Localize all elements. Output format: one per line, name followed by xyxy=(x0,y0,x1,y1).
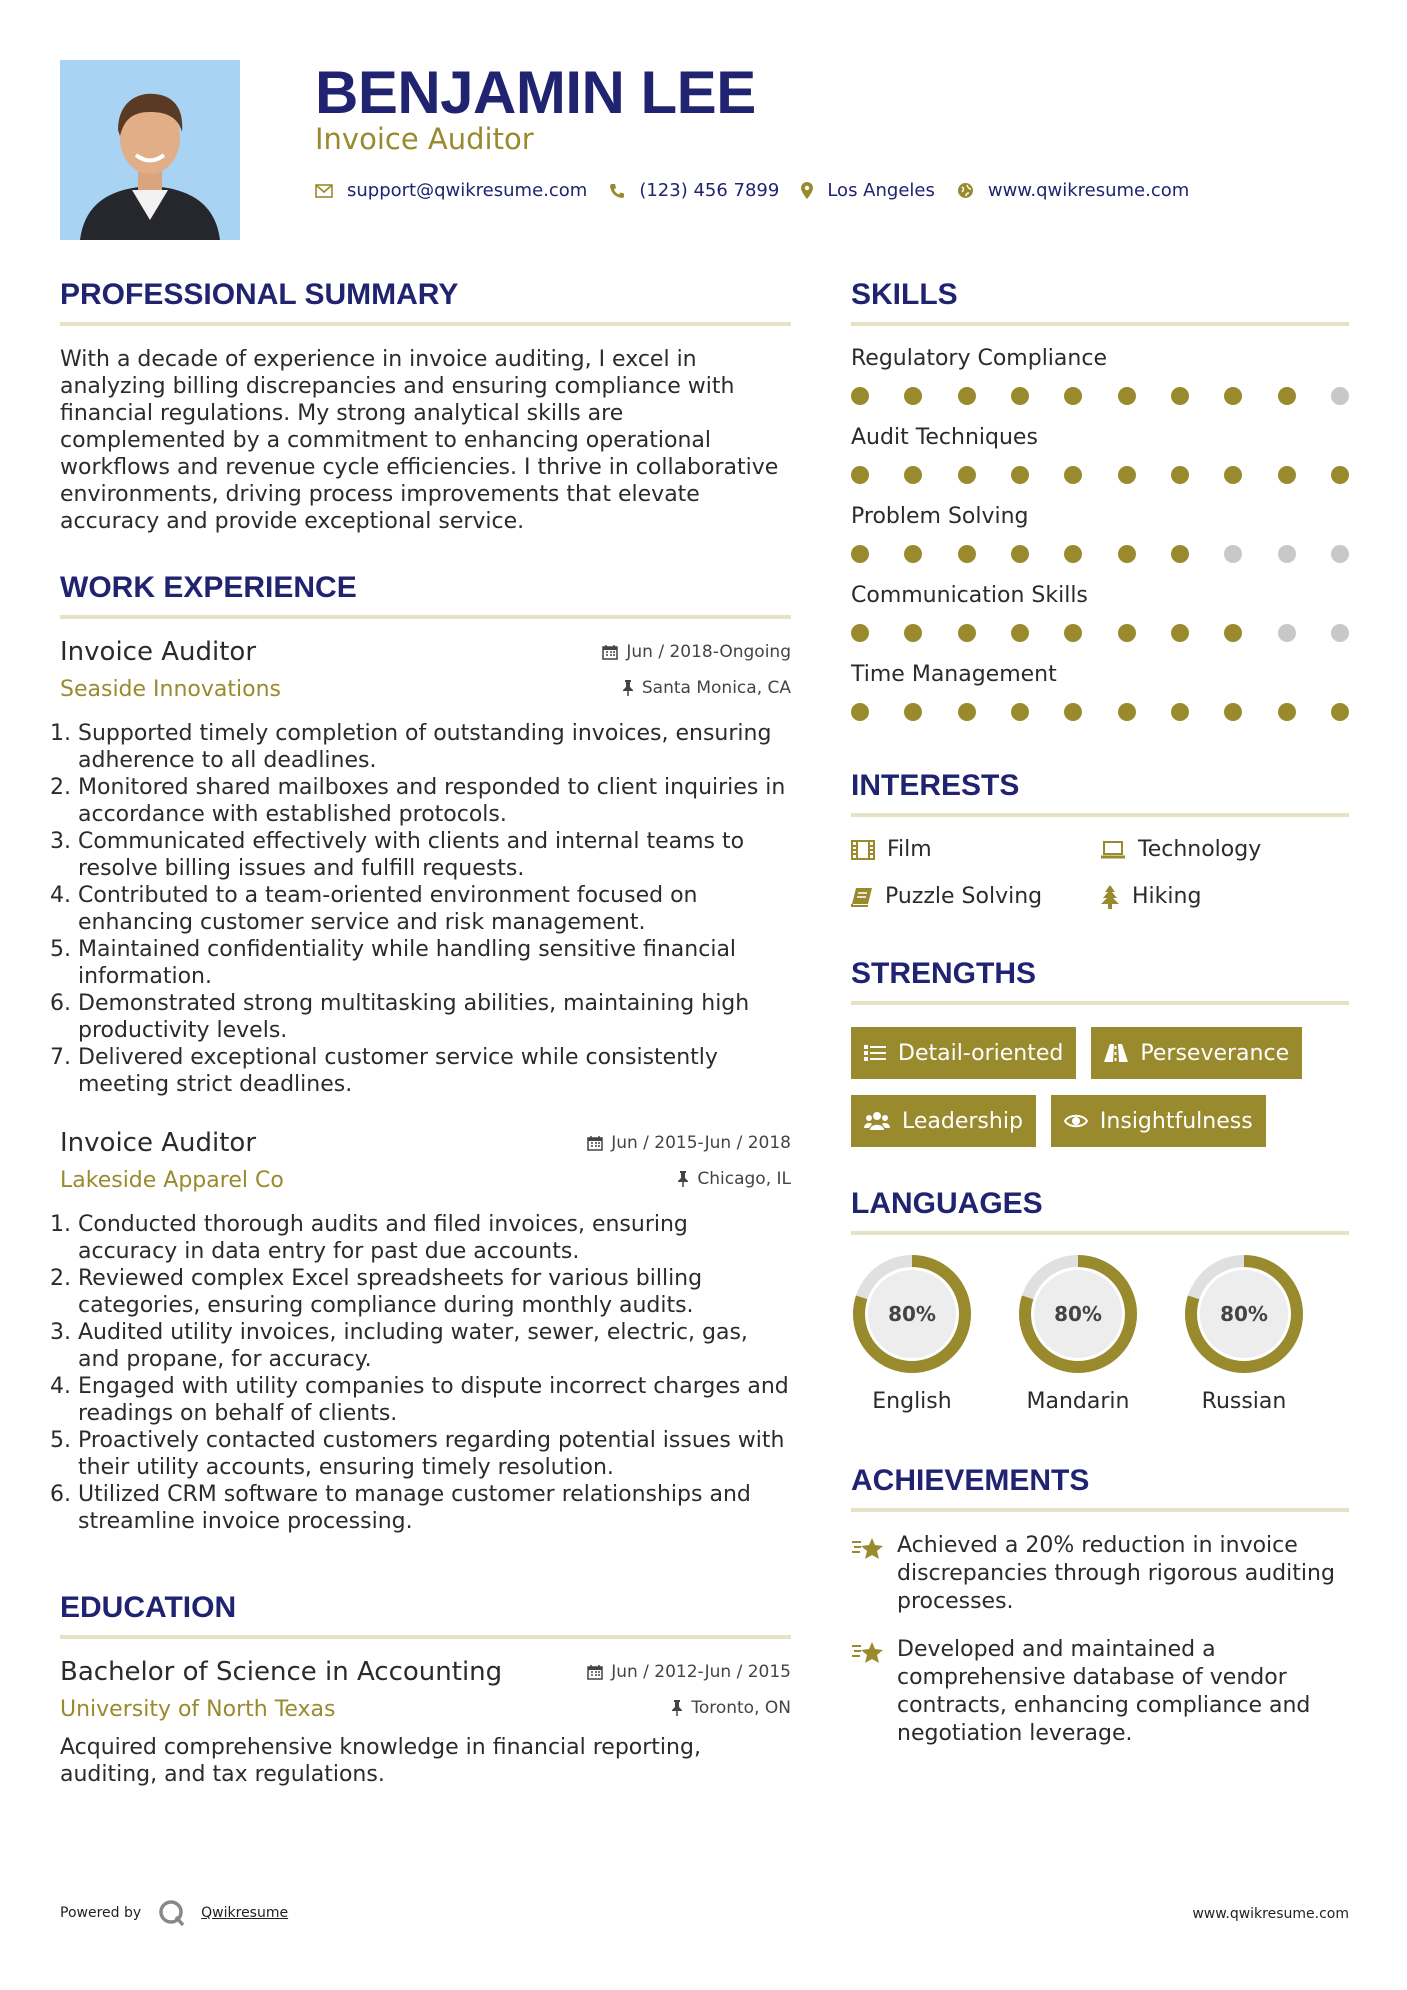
language-name: English xyxy=(872,1389,952,1414)
rating-dot-filled xyxy=(1011,703,1029,721)
list-item: 4. Contributed to a team-oriented environment focused on enhancing customer service and risk management. xyxy=(78,882,791,936)
brand-link[interactable]: Qwikresume xyxy=(201,1905,289,1921)
skill-rating xyxy=(851,466,1349,484)
contact-email[interactable] xyxy=(315,180,587,201)
rating-dot-filled xyxy=(851,545,869,563)
rating-dot-filled xyxy=(1064,703,1082,721)
rating-dot-filled xyxy=(904,387,922,405)
list-item: 2. Reviewed complex Excel spreadsheets for various billing categories, ensuring compliance during monthly audits. xyxy=(78,1265,791,1319)
rating-dot-filled xyxy=(1011,387,1029,405)
road-icon xyxy=(1104,1044,1128,1062)
candidate-role: Invoice Auditor xyxy=(315,122,534,156)
contact-location-text: Los Angeles xyxy=(827,180,935,201)
language-percent: 80% xyxy=(888,1302,936,1326)
rating-dot-filled xyxy=(958,545,976,563)
skill-item xyxy=(851,504,1349,563)
rating-dot-filled xyxy=(1118,624,1136,642)
job-location-text: Santa Monica, CA xyxy=(641,678,791,698)
calendar-icon xyxy=(587,1135,603,1151)
rating-dot-filled xyxy=(1224,466,1242,484)
rating-dot-filled xyxy=(1064,545,1082,563)
degree-title: Bachelor of Science in Accounting xyxy=(60,1657,503,1687)
interest-label: Hiking xyxy=(1132,884,1202,909)
achievement-item xyxy=(851,1532,1349,1616)
rating-dot-filled xyxy=(904,545,922,563)
rating-dot-filled xyxy=(1064,466,1082,484)
summary-heading: PROFESSIONAL SUMMARY xyxy=(60,278,791,326)
qwikresume-logo-icon xyxy=(157,1898,187,1928)
rating-dot-filled xyxy=(958,387,976,405)
rating-dot-filled xyxy=(1118,703,1136,721)
pushpin-icon xyxy=(671,1700,683,1716)
tree-icon xyxy=(1100,885,1120,909)
rating-dot-filled xyxy=(1224,703,1242,721)
rating-dot-empty xyxy=(1331,387,1349,405)
rating-dot-filled xyxy=(851,466,869,484)
left-column xyxy=(60,278,791,1788)
skill-rating xyxy=(851,387,1349,405)
job-date xyxy=(602,642,791,662)
skill-name: Communication Skills xyxy=(851,583,1088,608)
candidate-name: BENJAMIN LEE xyxy=(315,59,756,126)
job-location xyxy=(622,678,791,698)
job-date xyxy=(587,1133,791,1153)
rating-dot-filled xyxy=(1331,703,1349,721)
job-entry xyxy=(60,637,791,1098)
rating-dot-filled xyxy=(1011,624,1029,642)
duties-list xyxy=(60,720,791,1098)
eye-icon xyxy=(1064,1113,1088,1129)
skill-item xyxy=(851,425,1349,484)
contact-location xyxy=(801,180,935,201)
job-date-text: Jun / 2018-Ongoing xyxy=(626,642,791,662)
languages-list xyxy=(851,1253,1349,1414)
strength-label: Leadership xyxy=(902,1108,1023,1134)
shooting-star-icon xyxy=(851,1532,897,1616)
rating-dot-filled xyxy=(1011,545,1029,563)
skills-heading: SKILLS xyxy=(851,278,1349,326)
list-item: 1. Conducted thorough audits and filed invoices, ensuring accuracy in data entry for past due accounts. xyxy=(78,1211,791,1265)
rating-dot-filled xyxy=(1118,466,1136,484)
rating-dot-filled xyxy=(851,387,869,405)
achievement-text: Developed and maintained a comprehensive database of vendor contracts, enhancing compliance and negotiation leverage. xyxy=(897,1637,1311,1746)
right-column xyxy=(851,278,1349,1748)
footer-branding xyxy=(60,1898,288,1928)
job-location-text: Chicago, IL xyxy=(697,1169,791,1189)
interests-list xyxy=(851,837,1349,909)
language-name: Mandarin xyxy=(1026,1389,1130,1414)
skill-name: Audit Techniques xyxy=(851,425,1038,450)
language-item xyxy=(1017,1253,1183,1414)
education-heading: EDUCATION xyxy=(60,1591,791,1639)
calendar-icon xyxy=(587,1664,603,1680)
rating-dot-filled xyxy=(1278,466,1296,484)
list-icon xyxy=(864,1044,886,1062)
rating-dot-filled xyxy=(1118,387,1136,405)
language-ring xyxy=(1183,1253,1305,1375)
company-name: Lakeside Apparel Co xyxy=(60,1168,284,1193)
list-item: 5. Proactively contacted customers regarding potential issues with their utility accounts, ensuring timely resolution. xyxy=(78,1427,791,1481)
school-name: University of North Texas xyxy=(60,1697,336,1722)
phone-icon xyxy=(609,183,625,199)
education-location-text: Toronto, ON xyxy=(691,1698,791,1718)
shooting-star-icon xyxy=(851,1636,897,1748)
interests-heading: INTERESTS xyxy=(851,769,1349,817)
job-title: Invoice Auditor xyxy=(60,637,257,667)
interest-item xyxy=(1100,837,1349,862)
language-ring xyxy=(851,1253,973,1375)
rating-dot-filled xyxy=(958,466,976,484)
rating-dot-filled xyxy=(1171,703,1189,721)
interest-item xyxy=(851,837,1100,862)
rating-dot-filled xyxy=(1278,703,1296,721)
education-entry xyxy=(60,1657,791,1788)
interest-label: Puzzle Solving xyxy=(885,884,1043,909)
strength-tag xyxy=(1051,1095,1266,1147)
job-location xyxy=(677,1169,791,1189)
skill-item xyxy=(851,662,1349,721)
rating-dot-filled xyxy=(904,703,922,721)
rating-dot-filled xyxy=(1171,387,1189,405)
film-icon xyxy=(851,840,875,860)
list-item: 7. Delivered exceptional customer service while consistently meeting strict deadlines. xyxy=(78,1044,791,1098)
contact-bar xyxy=(315,180,1211,201)
achievements-heading: ACHIEVEMENTS xyxy=(851,1464,1349,1512)
rating-dot-filled xyxy=(851,703,869,721)
rating-dot-filled xyxy=(1118,545,1136,563)
rating-dot-empty xyxy=(1278,545,1296,563)
contact-phone[interactable] xyxy=(609,180,779,201)
list-item: 6. Utilized CRM software to manage customer relationships and streamline invoice processing. xyxy=(78,1481,791,1535)
skill-name: Problem Solving xyxy=(851,504,1029,529)
skill-rating xyxy=(851,545,1349,563)
interest-label: Technology xyxy=(1138,837,1262,862)
language-ring xyxy=(1017,1253,1139,1375)
skill-name: Time Management xyxy=(851,662,1057,687)
rating-dot-filled xyxy=(1224,387,1242,405)
footer-website[interactable]: www.qwikresume.com xyxy=(1192,1906,1349,1922)
strength-tag xyxy=(1091,1027,1302,1079)
interest-item xyxy=(851,884,1100,909)
pushpin-icon xyxy=(677,1171,689,1187)
users-icon xyxy=(864,1111,890,1131)
rating-dot-filled xyxy=(1331,466,1349,484)
rating-dot-empty xyxy=(1224,545,1242,563)
rating-dot-empty xyxy=(1331,545,1349,563)
contact-email-text: support@qwikresume.com xyxy=(347,180,588,201)
rating-dot-filled xyxy=(1171,624,1189,642)
rating-dot-filled xyxy=(1224,624,1242,642)
list-item: 3. Communicated effectively with clients and internal teams to resolve billing issues and fulfill requests. xyxy=(78,828,791,882)
profile-photo xyxy=(60,60,240,240)
interest-label: Film xyxy=(887,837,932,862)
education-location xyxy=(671,1698,791,1718)
strengths-list xyxy=(851,1027,1349,1147)
education-description: Acquired comprehensive knowledge in financial reporting, auditing, and tax regulations. xyxy=(60,1735,701,1787)
rating-dot-filled xyxy=(1278,387,1296,405)
skills-list xyxy=(851,346,1349,721)
achievement-text: Achieved a 20% reduction in invoice discrepancies through rigorous auditing processes. xyxy=(897,1533,1335,1614)
list-item: 6. Demonstrated strong multitasking abilities, maintaining high productivity levels. xyxy=(78,990,791,1044)
laptop-icon xyxy=(1100,841,1126,859)
map-pin-icon xyxy=(801,182,813,199)
rating-dot-filled xyxy=(851,624,869,642)
language-name: Russian xyxy=(1201,1389,1287,1414)
contact-website[interactable] xyxy=(957,180,1189,201)
rating-dot-empty xyxy=(1278,624,1296,642)
strengths-heading: STRENGTHS xyxy=(851,957,1349,1005)
contact-phone-text: (123) 456 7899 xyxy=(639,180,780,201)
skill-item xyxy=(851,583,1349,642)
rating-dot-filled xyxy=(904,466,922,484)
experience-heading: WORK EXPERIENCE xyxy=(60,571,791,619)
rating-dot-filled xyxy=(958,624,976,642)
pushpin-icon xyxy=(622,680,634,696)
envelope-icon xyxy=(315,184,333,198)
rating-dot-filled xyxy=(1064,624,1082,642)
job-date-text: Jun / 2015-Jun / 2018 xyxy=(611,1133,791,1153)
duties-list xyxy=(60,1211,791,1535)
rating-dot-filled xyxy=(1171,545,1189,563)
contact-website-text: www.qwikresume.com xyxy=(987,180,1190,201)
strength-tag xyxy=(851,1027,1076,1079)
strength-label: Perseverance xyxy=(1140,1040,1290,1066)
education-date-text: Jun / 2012-Jun / 2015 xyxy=(611,1662,791,1682)
skill-rating xyxy=(851,624,1349,642)
job-entry xyxy=(60,1128,791,1535)
skill-item xyxy=(851,346,1349,405)
rating-dot-filled xyxy=(958,703,976,721)
list-item: 2. Monitored shared mailboxes and responded to client inquiries in accordance with established protocols. xyxy=(78,774,791,828)
rating-dot-filled xyxy=(904,624,922,642)
interest-item xyxy=(1100,884,1349,909)
languages-heading: LANGUAGES xyxy=(851,1187,1349,1235)
calendar-icon xyxy=(602,644,618,660)
list-item: 4. Engaged with utility companies to dispute incorrect charges and readings on behalf of clients. xyxy=(78,1373,791,1427)
powered-by-text: Powered by xyxy=(60,1905,142,1921)
job-title: Invoice Auditor xyxy=(60,1128,257,1158)
skill-rating xyxy=(851,703,1349,721)
summary-text: With a decade of experience in invoice auditing, I excel in analyzing billing discrepancies and ensuring compliance with financial regulations. My strong analytical skills are complemented by a commitment to enhancing operational workflows and revenue cycle efficiencies. I thrive in collaborative environments, driving process improvements that elevate accuracy and provide exceptional service. xyxy=(60,347,779,534)
book-icon xyxy=(851,887,873,907)
skill-name: Regulatory Compliance xyxy=(851,346,1107,371)
strength-tag xyxy=(851,1095,1036,1147)
language-percent: 80% xyxy=(1220,1302,1268,1326)
rating-dot-filled xyxy=(1011,466,1029,484)
list-item: 3. Audited utility invoices, including water, sewer, electric, gas, and propane, for accuracy. xyxy=(78,1319,791,1373)
language-percent: 80% xyxy=(1054,1302,1102,1326)
achievement-item xyxy=(851,1636,1349,1748)
education-date xyxy=(587,1662,791,1682)
list-item: 5. Maintained confidentiality while handling sensitive financial information. xyxy=(78,936,791,990)
rating-dot-empty xyxy=(1331,624,1349,642)
rating-dot-filled xyxy=(1064,387,1082,405)
rating-dot-filled xyxy=(1171,466,1189,484)
globe-icon xyxy=(957,182,974,199)
strength-label: Detail-oriented xyxy=(898,1040,1064,1066)
strength-label: Insightfulness xyxy=(1099,1108,1253,1134)
company-name: Seaside Innovations xyxy=(60,677,281,702)
language-item xyxy=(851,1253,1017,1414)
language-item xyxy=(1183,1253,1349,1414)
achievements-list xyxy=(851,1532,1349,1748)
list-item: 1. Supported timely completion of outstanding invoices, ensuring adherence to all deadlines. xyxy=(78,720,791,774)
